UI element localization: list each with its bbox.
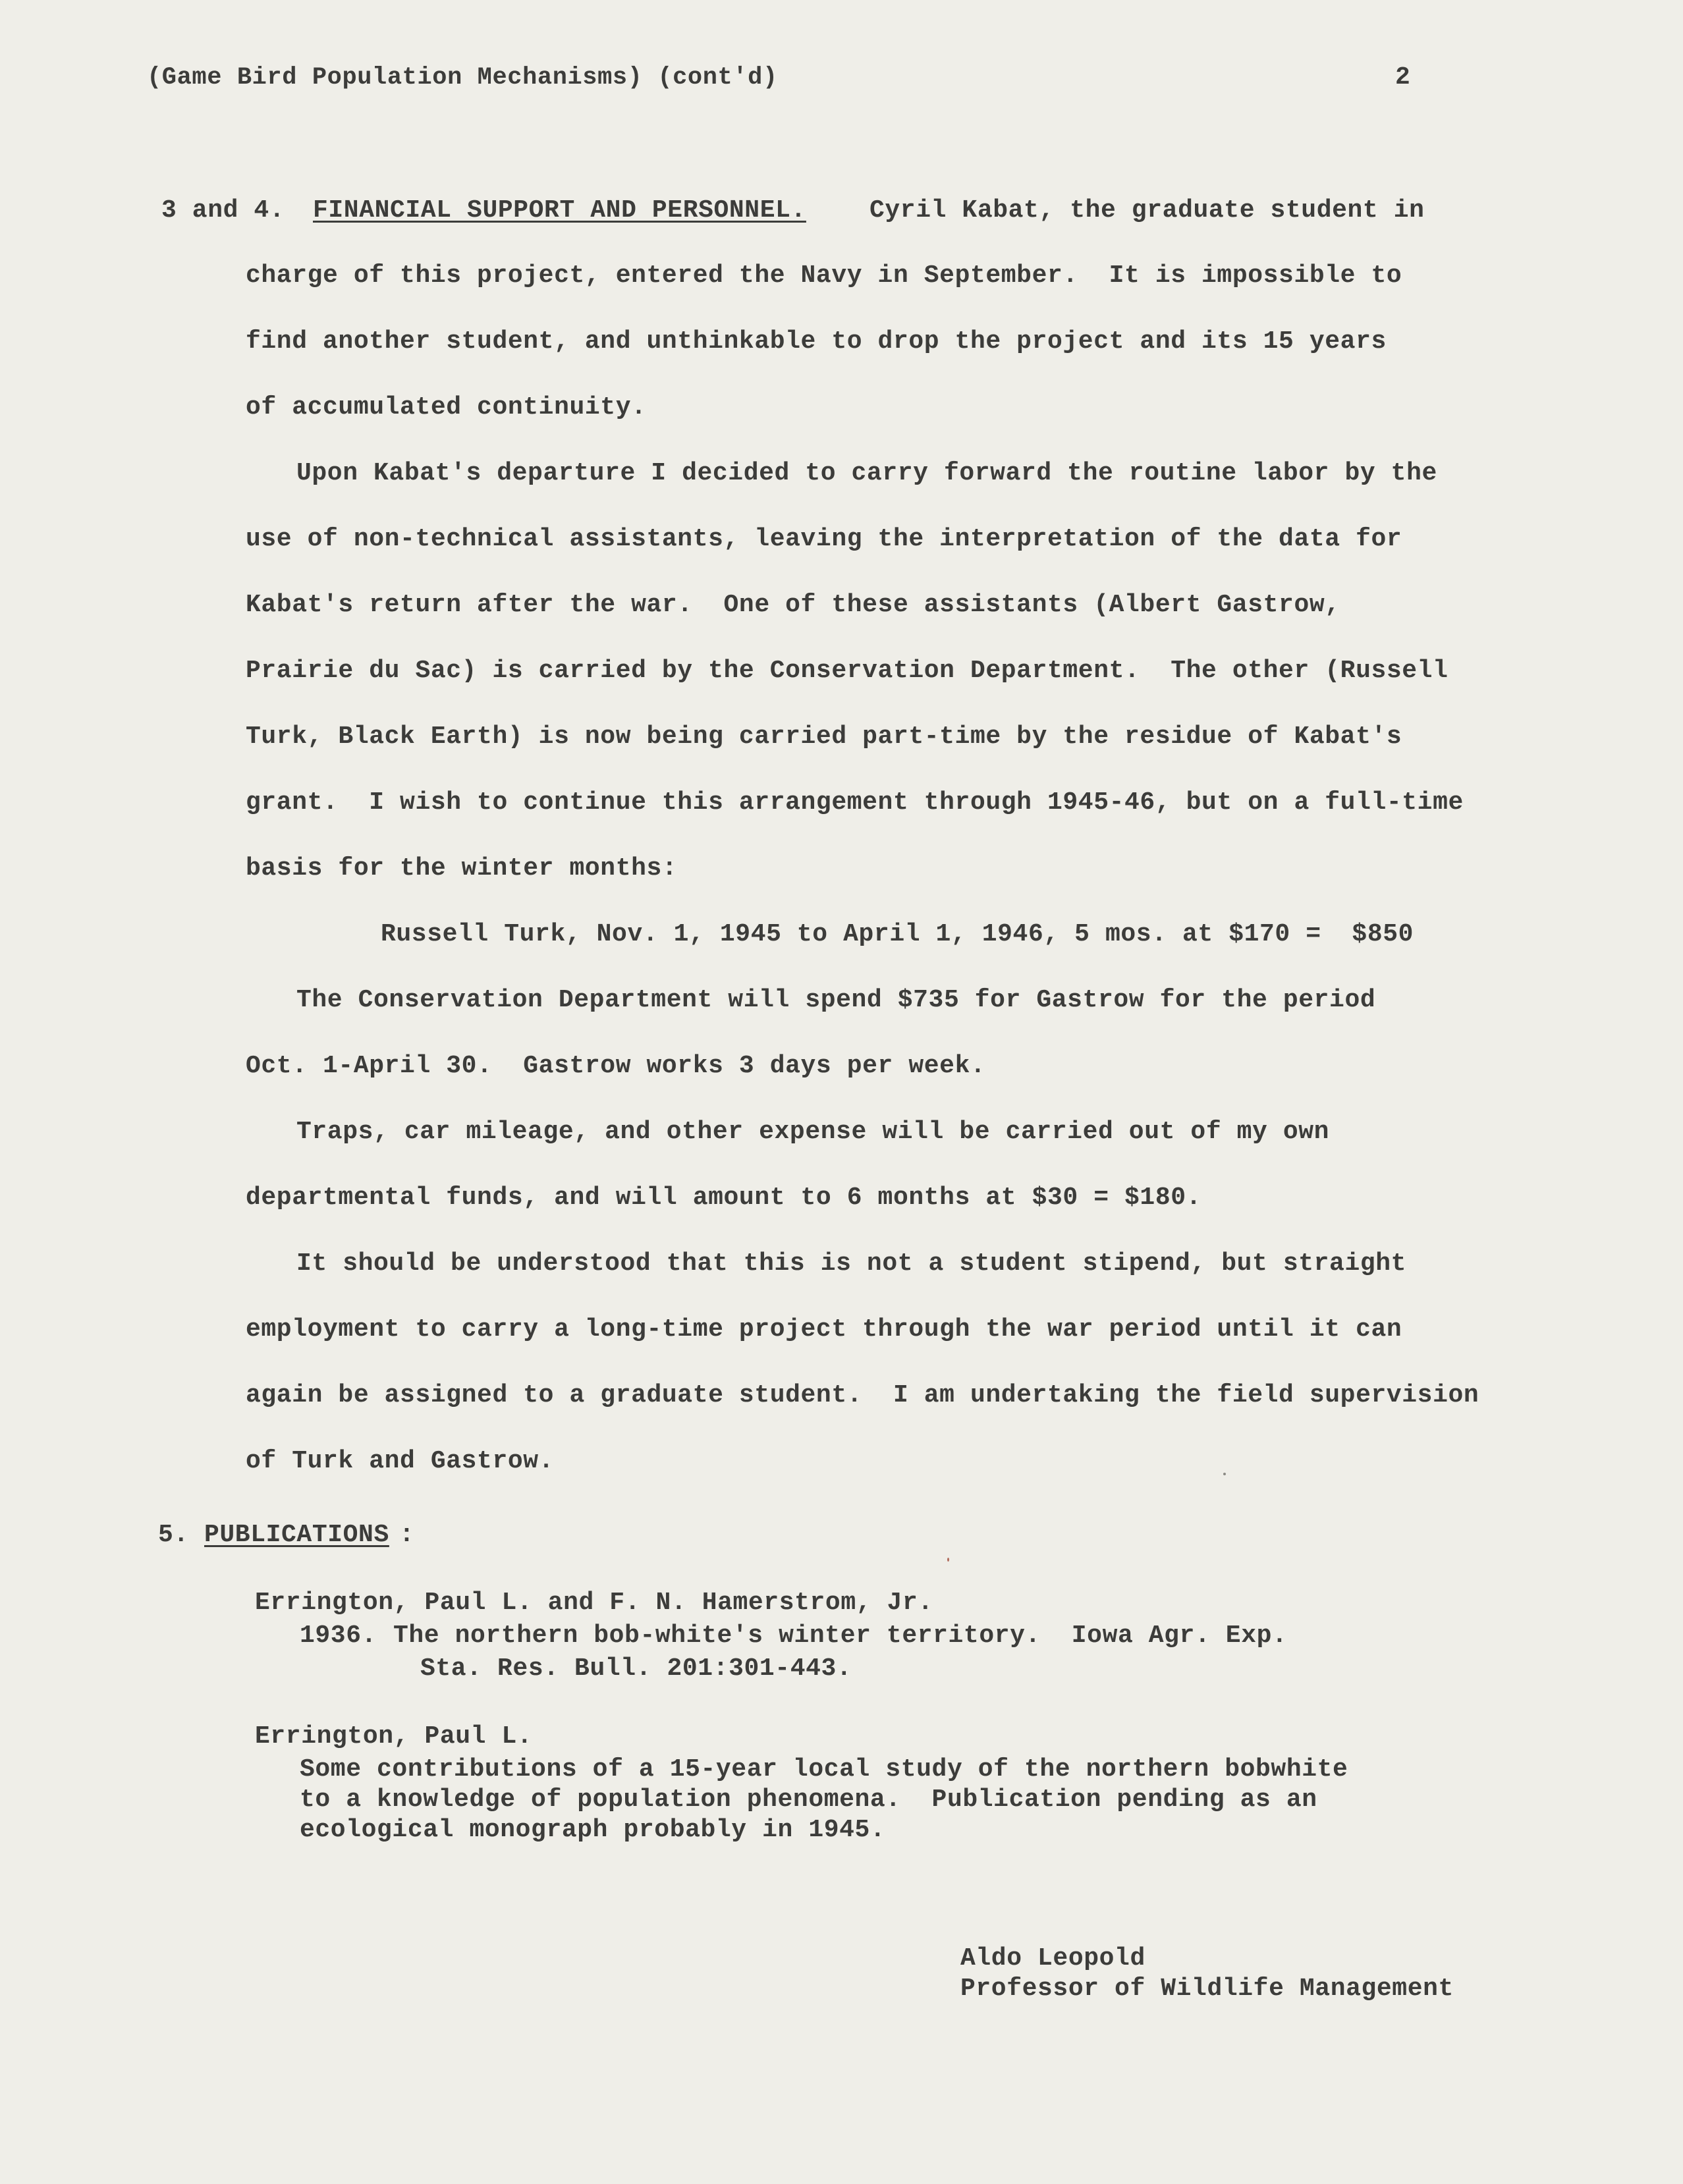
paragraph-2-line: basis for the winter months:	[246, 854, 678, 883]
section-5-number: 5.	[158, 1521, 189, 1549]
paragraph-4-line: Traps, car mileage, and other expense will be carried out of my own	[296, 1118, 1330, 1146]
header-title: (Game Bird Population Mechanisms) (cont'd)	[147, 64, 778, 92]
paragraph-3-line: The Conservation Department will spend $735 for Gastrow for the period	[296, 986, 1376, 1014]
paragraph-3-line: Oct. 1-April 30. Gastrow works 3 days per week.	[246, 1052, 986, 1080]
reference-1-authors: Errington, Paul L. and F. N. Hamerstrom, Jr.	[255, 1589, 933, 1617]
signature-title: Professor of Wildlife Management	[960, 1975, 1454, 2003]
paragraph-1-line: Cyril Kabat, the graduate student in	[869, 196, 1425, 225]
paragraph-5-line: of Turk and Gastrow.	[246, 1447, 555, 1475]
paragraph-1-line: charge of this project, entered the Navy in September. It is impossible to	[246, 261, 1402, 290]
paragraph-2-line: Prairie du Sac) is carried by the Conservation Department. The other (Russell	[246, 657, 1448, 685]
paragraph-5-line: again be assigned to a graduate student. I am undertaking the field supervision	[246, 1381, 1479, 1409]
paragraph-2-line: Turk, Black Earth) is now being carried part-time by the residue of Kabat's	[246, 723, 1402, 751]
paragraph-1-line: of accumulated continuity.	[246, 393, 647, 422]
reference-1-line: The northern bob-white's winter territory. Iowa Agr. Exp.	[393, 1622, 1288, 1650]
paper-speck	[947, 1558, 949, 1562]
page-number: 2	[1395, 63, 1411, 92]
section-3-4-number: 3 and 4.	[161, 196, 285, 225]
paragraph-2-line: Kabat's return after the war. One of these assistants (Albert Gastrow,	[246, 591, 1340, 619]
paper-speck	[1223, 1473, 1226, 1475]
paragraph-1-line: find another student, and unthinkable to drop the project and its 15 years	[246, 327, 1387, 356]
paragraph-4-line: departmental funds, and will amount to 6 months at $30 = $180.	[246, 1184, 1202, 1212]
reference-1-line: Sta. Res. Bull. 201:301-443.	[420, 1654, 852, 1683]
paragraph-2-line: use of non-technical assistants, leaving the interpretation of the data for	[246, 525, 1402, 553]
reference-2-line: ecological monograph probably in 1945.	[300, 1816, 886, 1844]
signature-name: Aldo Leopold	[960, 1944, 1145, 1973]
paragraph-2-line: grant. I wish to continue this arrangement through 1945-46, but on a full-time	[246, 788, 1464, 817]
reference-2-authors: Errington, Paul L.	[255, 1722, 533, 1751]
paragraph-5-line: It should be understood that this is not a student stipend, but straight	[296, 1249, 1407, 1278]
budget-line: Russell Turk, Nov. 1, 1945 to April 1, 1946, 5 mos. at $170 = $850	[381, 920, 1414, 948]
reference-2-line: to a knowledge of population phenomena. Publication pending as an	[300, 1786, 1317, 1814]
section-5-heading: PUBLICATIONS	[204, 1521, 389, 1549]
section-3-4-heading: FINANCIAL SUPPORT AND PERSONNEL.	[313, 196, 806, 225]
paragraph-5-line: employment to carry a long-time project through the war period until it can	[246, 1315, 1402, 1344]
reference-2-line: Some contributions of a 15-year local study of the northern bobwhite	[300, 1755, 1348, 1784]
paragraph-2-line: Upon Kabat's departure I decided to carry forward the routine labor by the	[296, 459, 1437, 487]
section-5-colon: :	[399, 1521, 415, 1549]
reference-1-year: 1936.	[300, 1622, 377, 1650]
